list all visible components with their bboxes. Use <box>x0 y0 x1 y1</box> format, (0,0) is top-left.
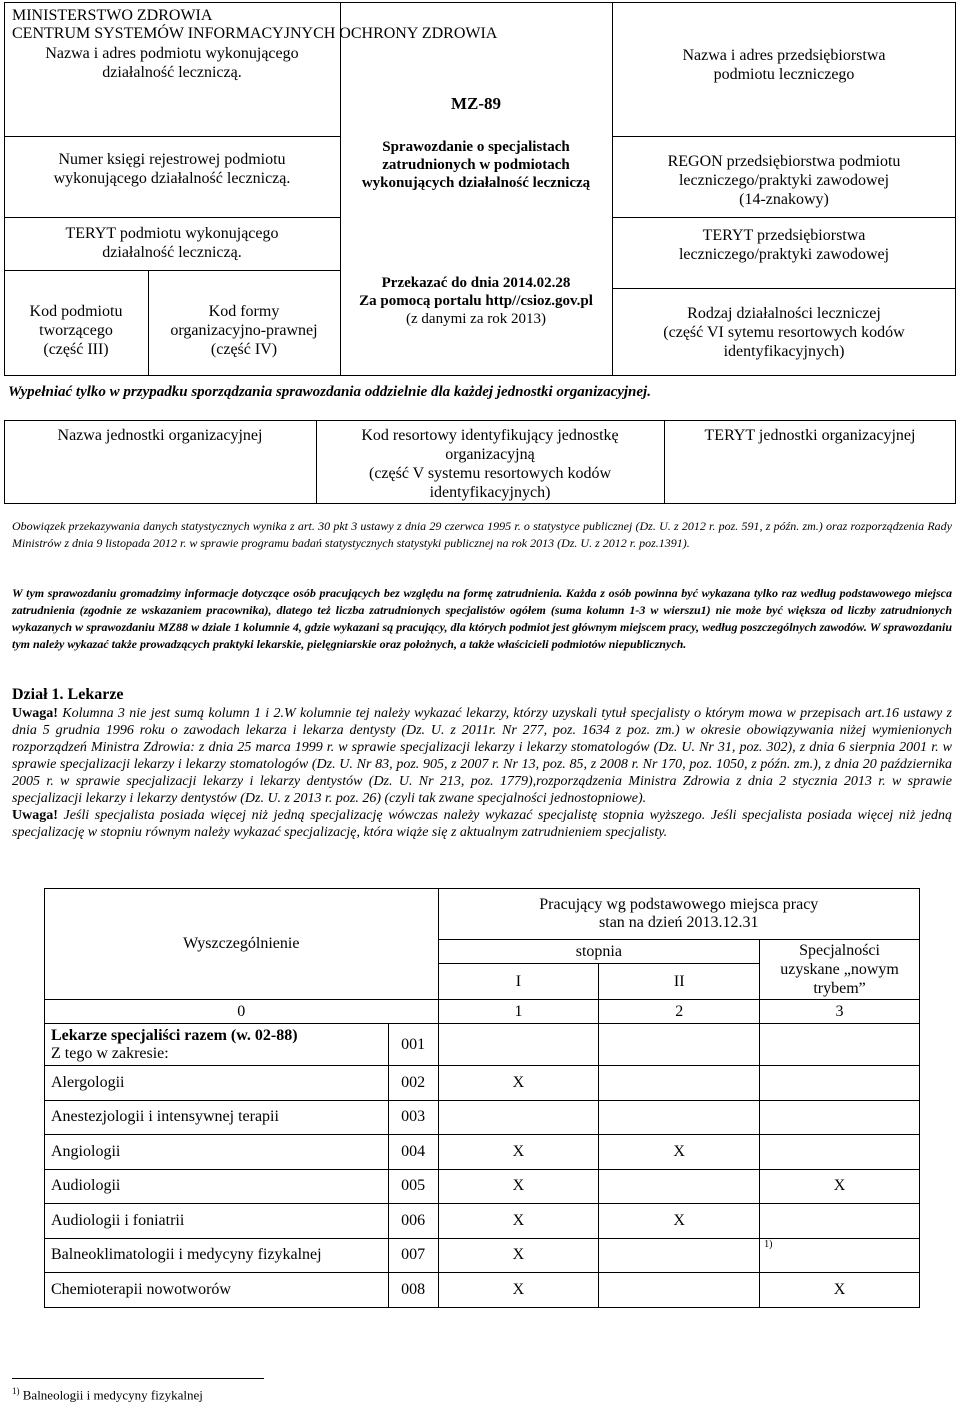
table-cell[interactable] <box>599 1169 760 1204</box>
teryt-label: TERYT podmiotu wykonującego działalność leczniczą. <box>65 225 279 261</box>
table-cell[interactable]: X <box>438 1135 599 1170</box>
right-name-address: Nazwa i adres przedsiębiorstwa podmiotu leczniczego <box>682 47 886 83</box>
table-cell[interactable] <box>438 1024 599 1066</box>
col-number: 0 <box>45 1000 439 1024</box>
table-cell[interactable] <box>599 1100 760 1135</box>
row-label: Chemioterapii nowotworów <box>45 1273 389 1308</box>
row-label: Anestezjologii i intensywnej terapii <box>45 1100 389 1135</box>
row-label: Alergologii <box>45 1066 389 1101</box>
section-title: Dział 1. Lekarze <box>12 686 124 703</box>
row-code: 003 <box>388 1100 438 1135</box>
table-cell[interactable]: X <box>438 1066 599 1101</box>
footnote-ref: 1) <box>764 1238 773 1250</box>
row-code: 002 <box>388 1066 438 1101</box>
table-cell[interactable] <box>438 1100 599 1135</box>
specialists-table <box>44 888 920 1308</box>
activity-type-label: Rodzaj działalności leczniczej (część VI sytemu resortowych kodów identyfikacyjnych) <box>663 305 905 360</box>
deadline-block: Przekazać do dnia 2014.02.28 Za pomocą portalu http//csioz.gov.pl (z danymi za rok 2013) <box>359 275 593 327</box>
row-code: 004 <box>388 1135 438 1170</box>
table-cell[interactable] <box>760 1024 920 1066</box>
table-cell[interactable] <box>760 1135 920 1170</box>
row-code: 006 <box>388 1204 438 1239</box>
table-cell[interactable] <box>599 1024 760 1066</box>
table-cell[interactable] <box>599 1066 760 1101</box>
col-number: 2 <box>599 1000 760 1024</box>
table-row <box>45 1066 920 1101</box>
section-note: Uwaga! Kolumna 3 nie jest sumą kolumn 1 i 2.W kolumnie tej należy wykazać lekarzy, którzy uzyskali tytuł specjalisty o którym mowa w przepisach art.16 ustawy z dnia 5 grudnia 1996 roku o zawodach lekarza i lekarza dentysty (Dz. U. z 2011r. Nr 277, poz. 1634 z poz. zm.) w okresie obowiązywania niżej wymienionych rozporządzeń Ministra Zdrowia: z dnia 25 marca 1999 r. w sprawie specjalizacji lekarzy i lekarzy stomatologów (Dz. U. Nr 31, poz. 302), z dnia 6 sierpnia 2001 r. w sprawie specjalizacji lekarzy i lekarzy stomatologów (Dz. U. Nr 83, poz. 905, z 2007 r. Nr 13, poz. 85, z 2008 r. Nr 170, poz. 1050, z późn. zm.), z dnia 20 października 2005 r. w sprawie specjalizacji lekarzy i lekarzy dentystów (Dz. U. Nr 213, poz. 1779),rozporządzenia Ministra Zdrowia z dnia 2 stycznia 2013 r. w sprawie specjalizacji lekarzy i lekarzy dentystów (Dz. U. z 2013 r. poz. 26) (czyli tak zwane specjalności jednostopniowe). Uwaga! Jeśli specjalista posiada więcej niż jedną specjalizację wówczas należy wykazać specjalistę stopnia wyższego. Jeśli specjalista posiada więcej niż jedną specjalizację w stopniu równym należy wykazać specjalizację, która wiąże się z aktualnym zatrudnieniem specjalisty. <box>12 706 952 840</box>
table-cell[interactable]: X <box>599 1135 760 1170</box>
row-code: 007 <box>388 1238 438 1273</box>
unit-teryt-label: TERYT jednostki organizacyjnej <box>704 427 916 444</box>
group-header: Pracujący wg podstawowego miejsca pracy stan na dzień 2013.12.31 <box>438 889 919 940</box>
ministry-name: MINISTERSTWO ZDROWIA <box>12 7 213 24</box>
table-cell[interactable]: X <box>438 1273 599 1308</box>
new-spec-header: Specjalności uzyskane „nowym trybem” <box>760 940 920 1000</box>
table-cell[interactable]: X <box>438 1204 599 1239</box>
table-cell[interactable] <box>760 1204 920 1239</box>
degrees-header: stopnia <box>438 940 760 964</box>
row-label: Angiologii <box>45 1135 389 1170</box>
row-label: Audiologii <box>45 1169 389 1204</box>
table-row <box>45 1135 920 1170</box>
table-row <box>45 1273 920 1308</box>
ministry-center: CENTRUM SYSTEMÓW INFORMACYJNYCH OCHRONY ZDROWIA <box>12 25 498 42</box>
table-cell[interactable]: X <box>760 1169 920 1204</box>
row-code: 008 <box>388 1273 438 1308</box>
footnote: $^{1)}$ Balneologii i medycyny fizykalnej <box>12 1386 203 1403</box>
table-cell[interactable]: X <box>438 1169 599 1204</box>
table-row <box>45 1238 920 1273</box>
row-code: 001 <box>388 1024 438 1066</box>
registry-number-label: Numer księgi rejestrowej podmiotu wykonującego działalność leczniczą. <box>53 151 291 187</box>
regon-label: REGON przedsiębiorstwa podmiotu leczniczego/praktyki zawodowej (14-znakowy) <box>667 153 901 208</box>
row-label: Balneoklimatologii i medycyny fizykalnej <box>45 1238 389 1273</box>
degree-1-header: I <box>438 964 599 1000</box>
form-code: MZ-89 <box>450 94 502 113</box>
row-label: Audiologii i foniatrii <box>45 1204 389 1239</box>
employment-note: W tym sprawozdaniu gromadzimy informacje dotyczące osób pracujących bez względu na formę zatrudnienia. Każda z osób powinna być wykazana tylko raz według podstawowego miejsca zatrudnienia (zgodnie ze wskazaniem pracownika), dlatego też liczba zatrudnionych specjalistów ogółem (suma kolumn 1-3 w wierszu1) nie może być większa od liczby zatrudnionych wykazanych w sprawozdaniu MZ88 w dziale 1 kolumnie 4, gdzie wykazani są pracujący, dla których podmiot jest głównym miejscem pracy, według poszczególnych zawodów. W sprawozdaniu tym należy wykazać także prowadzących praktyki lekarskie, pielęgniarskie oraz położnych, a także właścicieli podmiotów niepublicznych. <box>12 586 952 651</box>
founder-code-label: Kod podmiotu tworzącego (część III) <box>29 303 123 358</box>
total-row-label: Lekarze specjaliści razem (w. 02-88) Z tego w zakresie: <box>45 1024 389 1066</box>
table-cell[interactable] <box>760 1238 920 1273</box>
table-row <box>45 1204 920 1239</box>
table-row <box>45 1100 920 1135</box>
table-cell[interactable] <box>599 1238 760 1273</box>
table-cell[interactable] <box>760 1066 920 1101</box>
unit-note: Wypełniać tylko w przypadku sporządzania sprawozdania oddzielnie dla każdej jednostki organizacyjnej. <box>8 384 651 400</box>
left-name-address: Nazwa i adres podmiotu wykonującego działalność leczniczą. <box>45 45 299 81</box>
row-code: 005 <box>388 1169 438 1204</box>
table-cell[interactable]: X <box>760 1273 920 1308</box>
legal-basis: Obowiązek przekazywania danych statystycznych wynika z art. 30 pkt 3 ustawy z dnia 29 czerwca 1995 r. o statystyce publicznej (Dz. U. z 2012 r. poz. 591, z późn. zm.) oraz rozporządzenia Rady Ministrów z dnia 9 listopada 2012 r. w sprawie programu badań statystycznych statystyki publicznej na rok 2013 (Dz. U. z 2012 r. poz.1391). <box>12 519 952 550</box>
table-cell[interactable]: X <box>599 1204 760 1239</box>
unit-code-label: Kod resortowy identyfikujący jednostkę organizacyjną (część V systemu resortowych kodów identyfikacyjnych) <box>361 427 619 501</box>
spec-header: Wyszczególnienie <box>45 889 439 1000</box>
degree-2-header: II <box>599 964 760 1000</box>
table-row <box>45 1169 920 1204</box>
col-number: 3 <box>760 1000 920 1024</box>
table-cell[interactable]: X <box>438 1238 599 1273</box>
table-cell[interactable] <box>599 1273 760 1308</box>
table-cell[interactable] <box>760 1100 920 1135</box>
unit-name-label: Nazwa jednostki organizacyjnej <box>57 427 263 444</box>
report-title: Sprawozdanie o specjalistach zatrudnionych w podmiotach wykonujących działalność leczniczą <box>361 139 591 191</box>
col-number: 1 <box>438 1000 599 1024</box>
legal-form-label: Kod formy organizacyjno-prawnej (część IV) <box>170 303 318 358</box>
teryt-right-label: TERYT przedsiębiorstwa leczniczego/praktyki zawodowej <box>678 227 890 263</box>
